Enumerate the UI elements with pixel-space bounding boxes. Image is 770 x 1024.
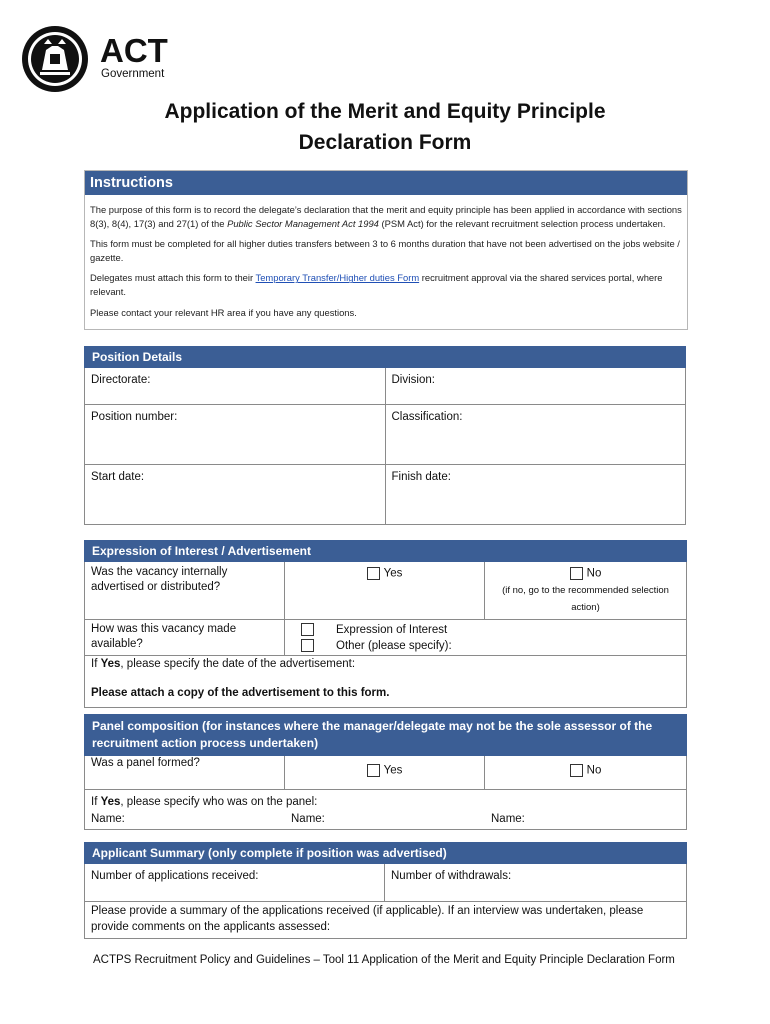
eoi-heading: Expression of Interest / Advertisement [85,541,687,562]
instructions-p1-text-end: (PSM Act) for the relevant recruitment selection process undertaken. [378,217,666,229]
applications-summary-field[interactable]: Please provide a summary of the applications received (if applicable). If an interview was undertaken, please provide comments on the applicants assessed: [85,902,687,939]
panel-members-field [85,790,687,830]
eoi-no-option[interactable] [485,562,687,620]
panel-composition-section [84,714,686,830]
panel-composition-heading: Panel composition (for instances where the manager/delegate may not be the sole assessor of the recruitment action process undertaken) [85,715,687,756]
panel-yes-label: Yes [383,764,403,777]
other-checkbox[interactable] [301,639,314,652]
panel-members-prompt: If Yes, please specify who was on the panel: [91,796,318,808]
instructions-body [85,195,687,319]
eoi-no-checkbox[interactable] [570,567,583,580]
classification-field[interactable]: Classification: [385,405,686,465]
act-government-logo [20,24,168,94]
title-line-2: Declaration Form [298,131,472,154]
instructions-paragraph-4: Please contact your relevant HR area if you have any questions. [90,306,357,318]
panel-no-label: No [586,764,602,777]
panel-no-checkbox[interactable] [570,764,583,777]
option-other[interactable] [301,638,686,654]
panel-yes-checkbox[interactable] [367,764,380,777]
advertisement-date-prompt: If Yes, please specify the date of the advertisement: [91,658,356,670]
start-date-field[interactable]: Start date: [85,465,386,525]
applicant-summary-section [84,842,686,939]
attach-advertisement-note: Please attach a copy of the advertisement to this form. [91,687,390,699]
instructions-paragraph-1 [90,203,682,230]
other-label: Other (please specify): [336,640,452,652]
panel-yes-option[interactable] [285,756,485,790]
expression-of-interest-checkbox[interactable] [301,623,314,636]
withdrawals-field[interactable]: Number of withdrawals: [385,864,687,902]
instructions-p1-text: The purpose of this form is to record the delegate’s declaration that the merit and equity principle has been applied in accordance with sections 8(3), 8(4), 17(3) and 27(1) of the [90,204,682,229]
panel-no-option[interactable] [485,756,687,790]
instructions-heading: Instructions [85,171,687,195]
vacancy-advertised-question: Was the vacancy internally advertised or distributed? [85,562,285,620]
expression-of-interest-section [84,540,686,708]
panel-formed-question: Was a panel formed? [85,756,285,790]
act-coat-of-arms-icon [20,24,90,94]
eoi-no-note: (if no, go to the recommended selection action) [502,585,669,613]
position-number-field[interactable]: Position number: [85,405,386,465]
temporary-transfer-form-link[interactable]: Temporary Transfer/Higher duties Form [255,272,420,284]
page-footer: ACTPS Recruitment Policy and Guidelines – Tool 11 Application of the Merit and Equity Principle Declaration Form [93,954,675,966]
applications-received-field[interactable]: Number of applications received: [85,864,385,902]
logo-subtext: Government [101,68,165,80]
instructions-p3-text-end: recruitment approval via the shared services portal, where relevant. [90,272,663,297]
panel-member-name-1[interactable]: Name: [91,813,125,825]
instructions-paragraph-2: This form must be completed for all higher duties transfers between 3 to 6 months duration that have not been advertised on the jobs website / gazette. [90,238,680,263]
instructions-section [84,170,688,330]
vacancy-availability-question: How was this vacancy made available? [85,620,285,656]
advertisement-date-field[interactable] [85,656,687,708]
expression-of-interest-label: Expression of Interest [336,624,448,636]
finish-date-field[interactable]: Finish date: [385,465,686,525]
eoi-yes-option[interactable] [285,562,485,620]
logo-brand-text: ACT [100,32,168,69]
eoi-yes-checkbox[interactable] [367,567,380,580]
instructions-p3-text: Delegates must attach this form to their [90,272,256,284]
vacancy-availability-options [285,620,687,656]
instructions-paragraph-3 [90,271,682,298]
panel-member-name-3[interactable]: Name: [491,813,525,825]
position-details-section [84,346,686,525]
applicant-summary-heading: Applicant Summary (only complete if position was advertised) [85,843,687,864]
psm-act-reference: Public Sector Management Act 1994 [227,217,379,229]
page-title [0,96,770,158]
division-field[interactable]: Division: [385,368,686,405]
eoi-yes-label: Yes [383,567,403,580]
option-expression-of-interest[interactable] [301,622,686,638]
eoi-no-label: No [586,567,602,580]
directorate-field[interactable]: Directorate: [85,368,386,405]
panel-member-name-2[interactable]: Name: [291,813,325,825]
position-details-heading: Position Details [85,347,686,368]
title-line-1: Application of the Merit and Equity Principle [164,100,606,123]
